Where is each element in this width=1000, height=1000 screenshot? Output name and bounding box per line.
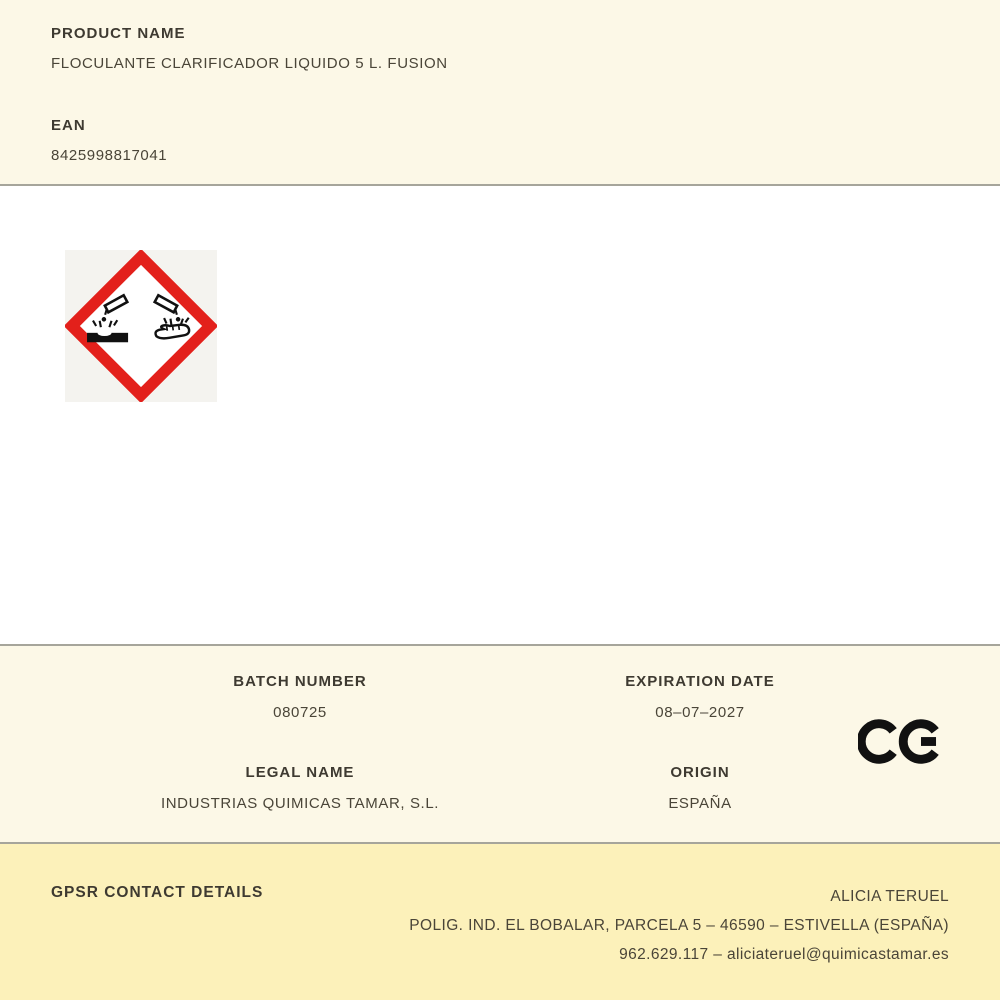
hazard-section bbox=[0, 186, 1000, 644]
gpsr-contact-details bbox=[409, 882, 949, 969]
contact-person-name: ALICIA TERUEL bbox=[830, 888, 949, 905]
expiration-date-field bbox=[500, 673, 900, 722]
gpsr-contact-label: GPSR CONTACT DETAILS bbox=[51, 884, 264, 901]
product-name-value: FLOCULANTE CLARIFICADOR LIQUIDO 5 L. FUSION bbox=[51, 55, 448, 72]
origin-label: ORIGIN bbox=[670, 764, 730, 781]
gpsr-contact-section bbox=[0, 844, 1000, 1000]
ean-label: EAN bbox=[51, 117, 86, 134]
product-section bbox=[0, 0, 1000, 184]
ce-mark-icon bbox=[858, 710, 942, 773]
legal-name-value: INDUSTRIAS QUIMICAS TAMAR, S.L. bbox=[160, 795, 440, 812]
ghs05-corrosive-icon bbox=[65, 250, 217, 402]
batch-number-label: BATCH NUMBER bbox=[233, 673, 367, 690]
legal-name-field bbox=[100, 764, 500, 813]
product-name-label: PRODUCT NAME bbox=[51, 25, 186, 42]
origin-value: ESPAÑA bbox=[668, 795, 732, 812]
ean-value: 8425998817041 bbox=[51, 147, 168, 164]
origin-field bbox=[500, 764, 900, 813]
batch-number-value: 080725 bbox=[273, 704, 327, 721]
legal-name-label: LEGAL NAME bbox=[245, 764, 355, 781]
contact-address: POLIG. IND. EL BOBALAR, PARCELA 5 – 46590 – ESTIVELLA (ESPAÑA) bbox=[409, 917, 949, 934]
contact-phone-email: 962.629.117 – aliciateruel@quimicastamar.es bbox=[619, 946, 949, 963]
details-section bbox=[0, 646, 1000, 842]
expiration-date-label: EXPIRATION DATE bbox=[625, 673, 775, 690]
batch-number-field bbox=[100, 673, 500, 722]
expiration-date-value: 08–07–2027 bbox=[655, 704, 745, 721]
